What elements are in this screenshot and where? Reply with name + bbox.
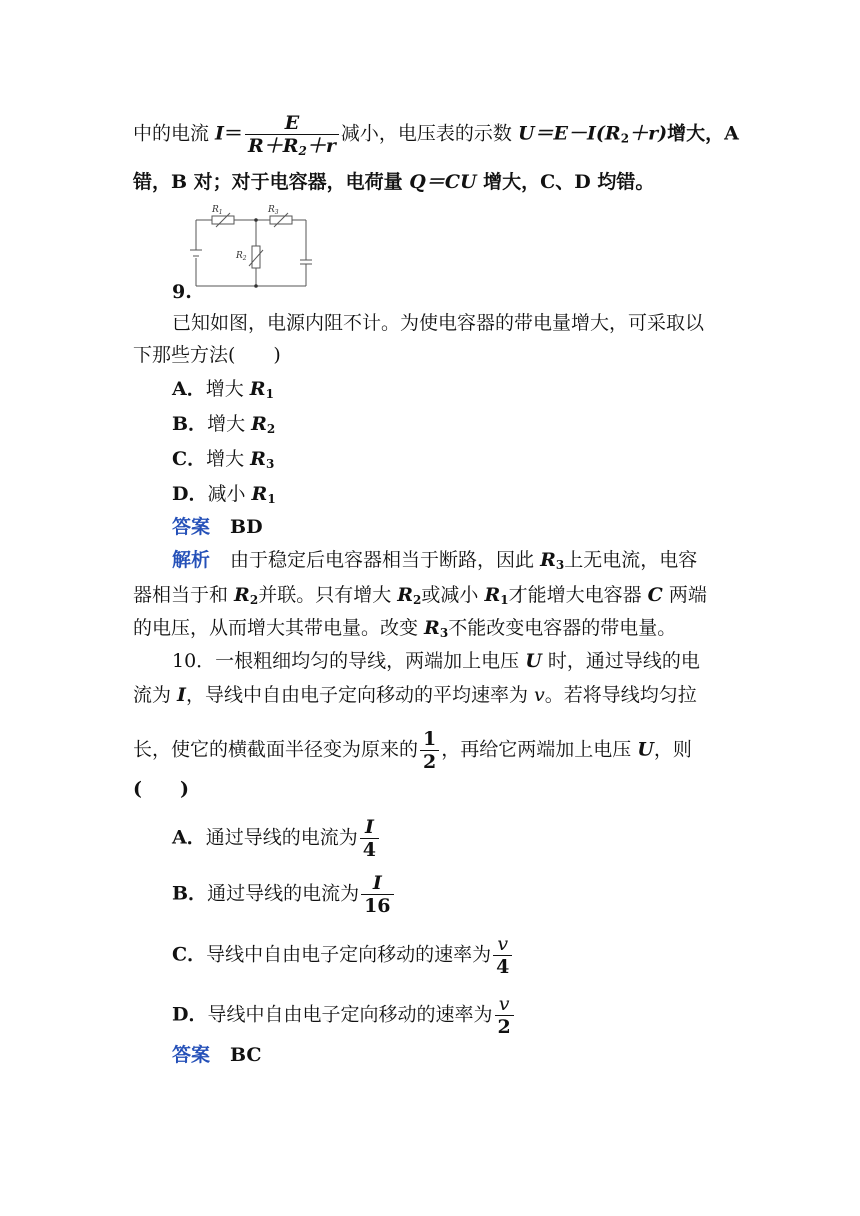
option-fraction	[493, 933, 512, 978]
q10-answer	[172, 1041, 262, 1069]
var: R	[234, 584, 250, 606]
q9-option-d	[172, 480, 276, 508]
text: 由于稳定后电容器相当于断路，因此	[230, 549, 541, 571]
den-text: R＋R	[247, 135, 299, 157]
var: C	[647, 584, 663, 606]
option-letter: B．	[172, 413, 208, 435]
q9-option-c	[172, 445, 274, 473]
label-r2: $R_2$	[236, 251, 247, 262]
var: U	[525, 650, 542, 672]
answer-label: 答案	[172, 516, 211, 538]
text: 增大，A	[667, 122, 739, 145]
fraction-numerator: v	[498, 993, 510, 1015]
q10-option-b	[172, 872, 396, 917]
voltage-formula: U＝E－I(R	[517, 122, 621, 145]
den-tail: ＋r	[306, 135, 336, 157]
stem-text: 下那些方法( )	[133, 344, 281, 366]
q9-number: 9.	[172, 281, 192, 303]
option-letter: D．	[172, 1003, 208, 1026]
text: 增大，C、D 均错。	[476, 171, 655, 193]
q10-stem-3	[133, 728, 692, 773]
option-text: 减小	[207, 483, 252, 505]
q9-analysis-1	[172, 546, 697, 574]
fraction-denominator: 4	[493, 955, 512, 978]
q9-option-b	[172, 410, 275, 438]
text: 并联。只有增大	[258, 584, 398, 606]
option-fraction	[360, 816, 379, 861]
option-text: 导线中自由电子定向移动的速率为	[207, 1003, 493, 1026]
text: 上无电流，电容	[564, 549, 698, 571]
option-sub: 1	[265, 387, 274, 401]
q9-analysis-2	[133, 581, 707, 609]
q10-stem-2	[133, 681, 697, 709]
text: 两端	[662, 584, 707, 606]
option-sub: 3	[265, 457, 275, 471]
var: R	[540, 549, 556, 571]
option-text: 增大	[205, 378, 250, 400]
option-var: R	[251, 413, 267, 435]
option-fraction	[361, 872, 393, 917]
option-var: R	[250, 448, 266, 470]
option-text: 通过导线的电流为	[205, 826, 358, 849]
label-r1: $R_1$	[212, 205, 223, 216]
sub: 2	[620, 131, 630, 146]
q10-paren: ( )	[133, 778, 189, 800]
fraction-numerator: I	[372, 872, 382, 894]
var: v	[533, 684, 545, 706]
option-letter: D．	[172, 483, 208, 505]
q9-stem-1: 已知如图，电源内阻不计。为使电容器的带电量增大，可采取以	[172, 312, 705, 334]
text: ，导线中自由电子定向移动的平均速率为	[185, 684, 534, 706]
fraction-denominator	[245, 134, 339, 157]
q9-analysis-3	[133, 614, 676, 642]
var: R	[484, 584, 501, 606]
fraction-denominator: 2	[420, 750, 439, 773]
option-text: 通过导线的电流为	[207, 882, 360, 905]
option-sub: 1	[267, 492, 276, 506]
var-I: I	[215, 122, 224, 145]
option-sub: 2	[266, 422, 276, 436]
sub: 1	[500, 593, 509, 607]
fraction-numerator: 1	[423, 728, 437, 750]
text: 长，使它的横截面半径变为原来的	[133, 738, 419, 761]
text: 的电压，从而增大其带电量。改变	[133, 617, 425, 639]
fraction-denominator: 4	[360, 838, 379, 861]
equals: ＝	[223, 122, 243, 145]
sub: 3	[439, 626, 449, 640]
option-fraction	[495, 993, 514, 1038]
answer-value: BC	[230, 1044, 262, 1066]
fraction-numerator: v	[497, 933, 509, 955]
fraction-numerator: I	[364, 816, 374, 838]
q10-option-a	[172, 816, 381, 861]
text: ，则	[653, 738, 692, 761]
option-text: 增大	[207, 413, 252, 435]
current-fraction	[245, 112, 339, 157]
option-letter: C．	[172, 943, 207, 966]
text: 不能改变电容器的带电量。	[448, 617, 677, 639]
q10-option-c	[172, 933, 514, 978]
text: ，再给它两端加上电压	[441, 738, 638, 761]
den-sub: 2	[298, 144, 307, 158]
sub: 2	[413, 593, 422, 607]
sub: 3	[555, 558, 565, 572]
option-letter: B．	[172, 882, 208, 905]
option-var: R	[251, 483, 268, 505]
q9-stem-2	[133, 341, 281, 369]
charge-formula: Q＝CU	[409, 171, 477, 193]
circuit-diagram	[188, 198, 312, 290]
var: R	[424, 617, 440, 639]
text: 中的电流	[133, 122, 216, 145]
analysis-label: 解析	[172, 549, 211, 571]
option-text: 增大	[206, 448, 251, 470]
q10-option-d	[172, 993, 516, 1038]
voltage-formula-tail: ＋r)	[629, 122, 668, 145]
var: R	[397, 584, 414, 606]
text: 10．一根粗细均匀的导线，两端加上电压	[172, 650, 526, 672]
prev-answer-line-2	[133, 168, 654, 196]
text: 错，B 对；对于电容器，电荷量	[133, 171, 410, 193]
label-r3: $R_3$	[268, 205, 279, 216]
text: 。若将导线均匀拉	[544, 684, 697, 706]
text: 流为	[133, 684, 178, 706]
option-letter: A．	[172, 826, 206, 849]
answer-value: BD	[230, 516, 263, 538]
option-letter: A．	[172, 378, 206, 400]
q9-answer	[172, 513, 263, 541]
text: 或减小	[421, 584, 485, 606]
prev-answer-line-1	[133, 112, 739, 157]
fraction-denominator: 2	[495, 1015, 514, 1038]
text: 减小，电压表的示数	[340, 122, 518, 145]
text: 时，通过导线的电	[541, 650, 700, 672]
var: I	[177, 684, 186, 706]
text: 器相当于和	[133, 584, 235, 606]
q10-stem-1	[172, 647, 700, 675]
option-var: R	[249, 378, 266, 400]
var: U	[637, 738, 654, 761]
answer-label: 答案	[172, 1044, 211, 1066]
q9-option-a	[172, 375, 274, 403]
sub: 2	[249, 593, 259, 607]
fraction-numerator: E	[284, 112, 300, 134]
option-text: 导线中自由电子定向移动的速率为	[206, 943, 492, 966]
half-fraction	[420, 728, 439, 773]
fraction-denominator: 16	[361, 894, 393, 917]
option-letter: C．	[172, 448, 207, 470]
text: 才能增大电容器	[508, 584, 648, 606]
